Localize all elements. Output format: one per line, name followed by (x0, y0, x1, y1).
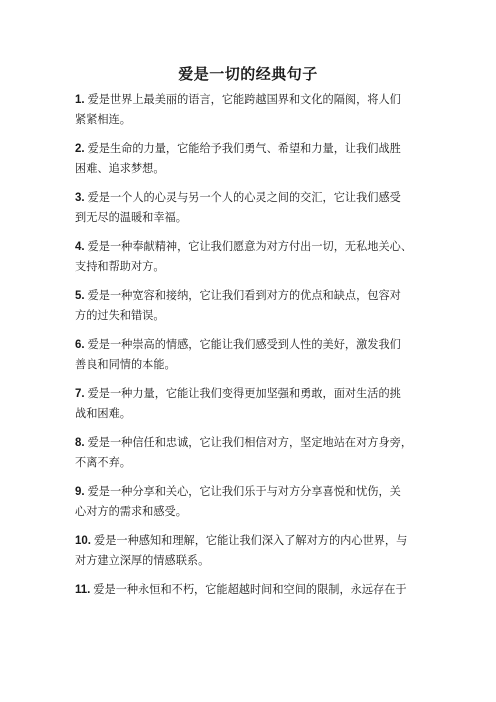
item-text-line: 支持和帮助对方。 (75, 260, 165, 273)
item-text-line: 困难、追求梦想。 (75, 162, 165, 175)
item-number: 5. (75, 290, 85, 302)
item-number: 1. (75, 94, 85, 106)
sentence-list (75, 90, 431, 609)
item-number: 8. (75, 437, 85, 449)
document-title: 爱是一切的经典句子 (178, 65, 318, 83)
list-item (75, 335, 431, 375)
item-number: 2. (75, 143, 85, 155)
list-item (75, 433, 431, 473)
list-item (75, 188, 431, 228)
list-item (75, 384, 431, 424)
item-text-line: 对方建立深厚的情感联系。 (75, 554, 210, 567)
item-text-line: 爱是一种力量，它能让我们变得更加坚强和勇敢，面对生活的挑 (87, 387, 401, 400)
list-item (75, 580, 431, 600)
item-text-line: 心对方的需求和感受。 (75, 505, 187, 518)
item-text-line: 爱是一种分享和关心，它让我们乐于与对方分享喜悦和忧伤，关 (87, 485, 401, 498)
item-text-line: 不离不弃。 (75, 456, 131, 469)
item-text-line: 到无尽的温暖和幸福。 (75, 211, 187, 224)
item-text-line: 爱是一种信任和忠诚，它让我们相信对方，坚定地站在对方身旁， (87, 436, 413, 449)
item-text-line: 爱是一种崇高的情感，它能让我们感受到人性的美好，激发我们 (87, 338, 401, 351)
list-item (75, 482, 431, 522)
item-text-line: 爱是一种奉献精神，它让我们愿意为对方付出一切，无私地关心、 (87, 240, 413, 253)
item-text-line: 爱是一种感知和理解，它能让我们深入了解对方的内心世界，与 (94, 534, 408, 547)
list-item (75, 531, 431, 571)
item-number: 9. (75, 486, 85, 498)
item-text-line: 爱是生命的力量，它能给予我们勇气、希望和力量，让我们战胜 (87, 142, 401, 155)
item-number: 3. (75, 192, 85, 204)
item-text-line: 方的过失和错误。 (75, 309, 165, 322)
item-text-line: 爱是一种宽容和接纳，它让我们看到对方的优点和缺点，包容对 (87, 289, 401, 302)
item-text-line: 爱是一种永恒和不朽，它能超越时间和空间的限制，永远存在于 (93, 583, 407, 596)
list-item (75, 286, 431, 326)
item-text-line: 善良和同情的本能。 (75, 358, 176, 371)
item-number: 4. (75, 241, 85, 253)
list-item (75, 90, 431, 130)
item-text-line: 紧紧相连。 (75, 113, 131, 126)
item-text-line: 爱是世界上最美丽的语言，它能跨越国界和文化的隔阂，将人们 (87, 93, 401, 106)
list-item (75, 139, 431, 179)
item-number: 10. (75, 535, 91, 547)
item-number: 11. (75, 584, 91, 596)
item-number: 6. (75, 339, 85, 351)
list-item (75, 237, 431, 277)
item-text-line: 战和困难。 (75, 407, 131, 420)
item-text-line: 爱是一个人的心灵与另一个人的心灵之间的交汇，它让我们感受 (87, 191, 401, 204)
item-number: 7. (75, 388, 85, 400)
